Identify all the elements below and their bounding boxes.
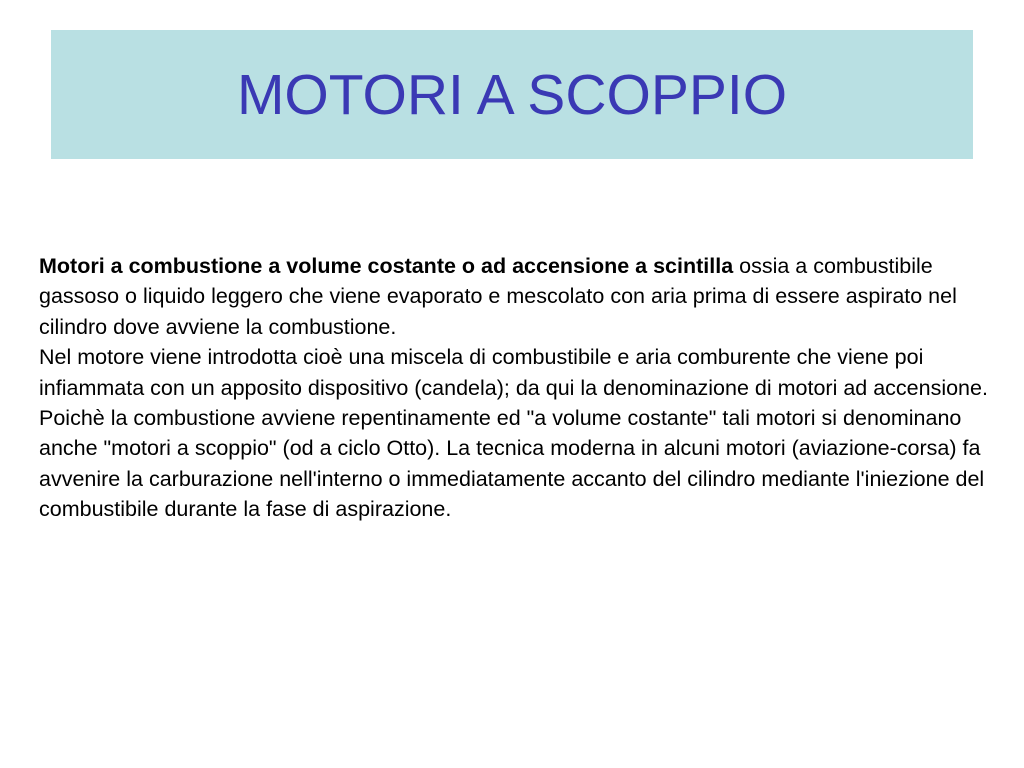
- slide-body: [39, 251, 1001, 525]
- slide-title: MOTORI A SCOPPIO: [236, 63, 788, 127]
- paragraph-1-rest: ossia a combustibile gassoso o liquido leggero che viene evaporato e mescolato con aria prima di essere aspirato nel cilindro dove avviene la combustione.: [39, 254, 957, 339]
- title-banner: [51, 30, 973, 159]
- paragraph-1-bold-lead: Motori a combustione a volume costante o ad accensione a scintilla: [39, 254, 734, 278]
- paragraph-1: [39, 251, 1001, 342]
- paragraph-2: Nel motore viene introdotta cioè una miscela di combustibile e aria comburente che viene poi infiammata con un apposito dispositivo (candela); da qui la denominazione di motori ad accensione. Poichè la combustione avviene repentinamente ed "a volume costante" tali motori si denominano anche "motori a scoppio" (od a ciclo Otto). La tecnica moderna in alcuni motori (aviazione-corsa) fa avvenire la carburazione nell'interno o immediatamente accanto del cilindro mediante l'iniezione del combustibile durante la fase di aspirazione.: [39, 345, 988, 522]
